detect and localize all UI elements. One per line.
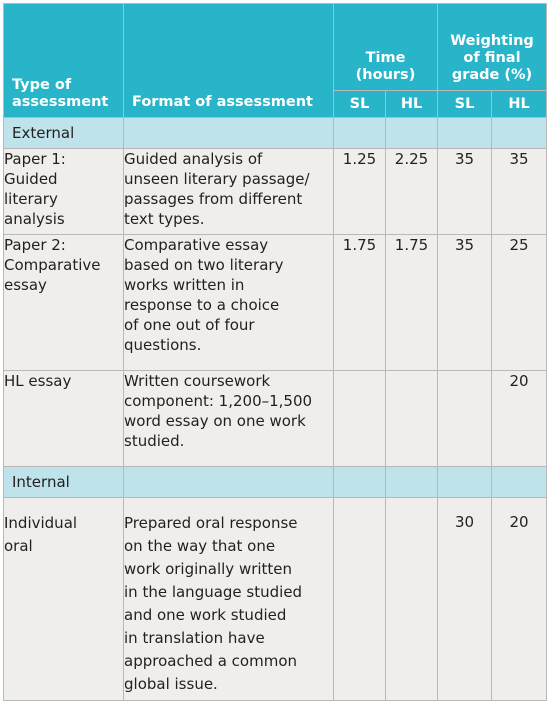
cell-weight-sl: 35 <box>438 235 492 371</box>
cell-type: HL essay <box>4 371 124 467</box>
cell-time-hl <box>386 371 438 467</box>
header-weight-hl: HL <box>492 91 547 118</box>
header-time-hours: Time (hours) <box>334 4 438 91</box>
cell-weight-sl <box>438 371 492 467</box>
cell-time-sl: 1.25 <box>334 149 386 235</box>
cell-format: Written coursework component: 1,200–1,500 word essay on one work studied. <box>124 371 334 467</box>
cell-weight-sl: 35 <box>438 149 492 235</box>
cell-type: Individual oral <box>4 498 124 701</box>
cell-type: Paper 2: Comparative essay <box>4 235 124 371</box>
cell-time-hl: 1.75 <box>386 235 438 371</box>
cell-weight-hl: 20 <box>492 371 547 467</box>
table-row-individual-oral <box>4 498 547 701</box>
cell-format: Guided analysis of unseen literary passage/ passages from different text types. <box>124 149 334 235</box>
cell-weight-hl: 35 <box>492 149 547 235</box>
cell-time-hl: 2.25 <box>386 149 438 235</box>
table-row-hl-essay <box>4 371 547 467</box>
header-time-hl: HL <box>386 91 438 118</box>
header-format-of-assessment: Format of assessment <box>124 4 334 118</box>
header-type-of-assessment: Type of assessment <box>4 4 124 118</box>
section-label-internal: Internal <box>4 467 124 498</box>
table-row-paper-1 <box>4 149 547 235</box>
section-label-external: External <box>4 118 124 149</box>
cell-time-sl: 1.75 <box>334 235 386 371</box>
cell-weight-hl: 25 <box>492 235 547 371</box>
section-row-internal <box>4 467 547 498</box>
cell-time-sl <box>334 371 386 467</box>
cell-format: Prepared oral response on the way that one work originally written in the language studied and one work studied in translation have approached a common global issue. <box>124 498 334 701</box>
section-row-external <box>4 118 547 149</box>
header-time-sl: SL <box>334 91 386 118</box>
header-weighting: Weighting of final grade (%) <box>438 4 547 91</box>
assessment-table <box>3 3 547 701</box>
cell-format: Comparative essay based on two literary works written in response to a choice of one out of four questions. <box>124 235 334 371</box>
cell-weight-hl: 20 <box>492 498 547 701</box>
cell-time-hl <box>386 498 438 701</box>
cell-type: Paper 1: Guided literary analysis <box>4 149 124 235</box>
table-row-paper-2 <box>4 235 547 371</box>
cell-weight-sl: 30 <box>438 498 492 701</box>
header-weight-sl: SL <box>438 91 492 118</box>
cell-time-sl <box>334 498 386 701</box>
